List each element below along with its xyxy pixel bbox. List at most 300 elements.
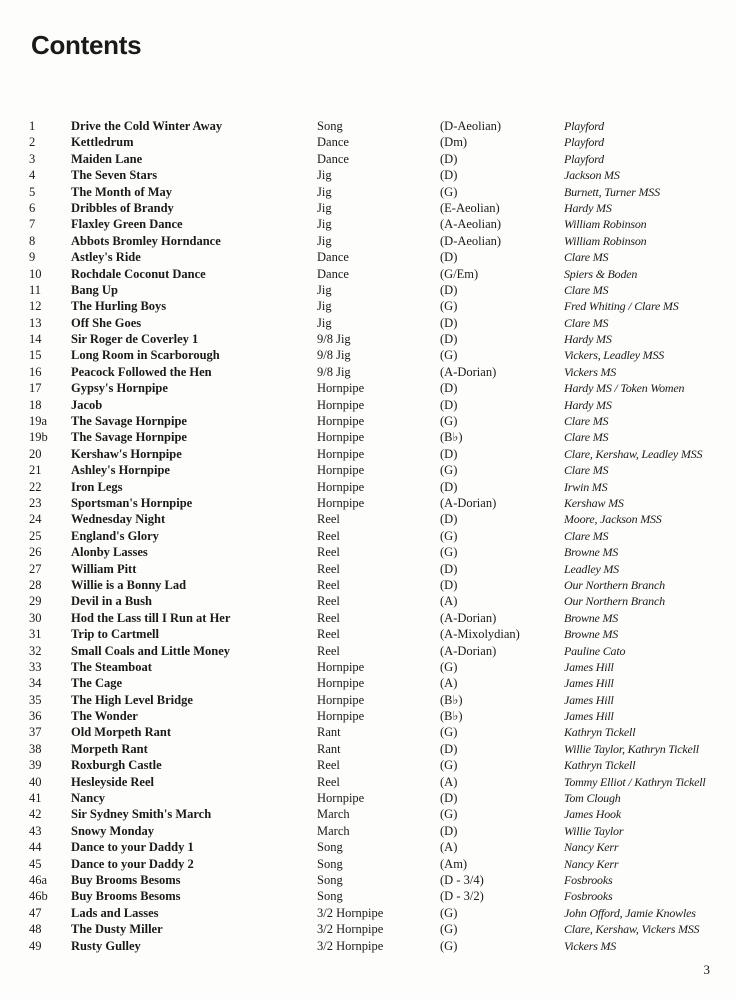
entry-number: 11 <box>29 282 42 297</box>
tune-title: Long Room in Scarborough <box>71 348 220 363</box>
tune-title: Snowy Monday <box>71 823 155 838</box>
tune-source: Hardy MS <box>564 332 612 347</box>
contents-row <box>0 364 736 380</box>
contents-row <box>0 479 736 495</box>
tune-title: The Wonder <box>71 709 138 724</box>
tune-title: Roxburgh Castle <box>71 758 162 773</box>
tune-title: Old Morpeth Rant <box>71 725 171 740</box>
entry-number: 18 <box>29 397 42 412</box>
tune-type: 3/2 Hornpipe <box>317 905 384 920</box>
contents-row <box>0 741 736 757</box>
entry-number: 46b <box>29 889 48 904</box>
tune-key: (D - 3/4) <box>440 872 484 887</box>
tune-source: Clare, Kershaw, Vickers MSS <box>564 922 700 937</box>
tune-source: Tom Clough <box>564 791 621 806</box>
tune-type: Dance <box>317 250 349 265</box>
tune-type: Reel <box>317 610 340 625</box>
tune-type: Jig <box>317 233 332 248</box>
entry-number: 6 <box>29 200 36 215</box>
tune-source: Clare MS <box>564 430 609 445</box>
entry-number: 2 <box>29 135 36 150</box>
tune-type: Rant <box>317 741 341 756</box>
contents-row <box>0 839 736 855</box>
tune-key: (D) <box>440 381 458 396</box>
contents-row <box>0 249 736 265</box>
tune-key: (A-Aeolian) <box>440 217 502 232</box>
tune-title: England's Glory <box>71 528 159 543</box>
tune-type: Song <box>317 856 343 871</box>
tune-type: Jig <box>317 200 332 215</box>
tune-key: (D) <box>440 250 458 265</box>
tune-key: (A) <box>440 774 458 789</box>
tune-key: (D) <box>440 446 458 461</box>
tune-key: (D) <box>440 512 458 527</box>
entry-number: 26 <box>29 545 42 560</box>
tune-title: Morpeth Rant <box>71 741 148 756</box>
tune-title: Rochdale Coconut Dance <box>71 266 206 281</box>
tune-source: William Robinson <box>564 217 647 232</box>
tune-key: (G) <box>440 938 458 953</box>
entry-number: 24 <box>29 512 42 527</box>
tune-type: Jig <box>317 315 332 330</box>
contents-row <box>0 675 736 691</box>
contents-row <box>0 184 736 200</box>
entry-number: 31 <box>29 627 42 642</box>
entry-number: 39 <box>29 758 42 773</box>
tune-title: Sir Sydney Smith's March <box>71 807 212 822</box>
entry-number: 45 <box>29 856 42 871</box>
contents-row <box>0 872 736 888</box>
tune-key: (G) <box>440 545 458 560</box>
tune-title: Flaxley Green Dance <box>71 217 183 232</box>
entry-number: 12 <box>29 299 42 314</box>
tune-type: Dance <box>317 266 349 281</box>
tune-key: (G) <box>440 659 458 674</box>
tune-source: Browne MS <box>564 627 619 642</box>
tune-title: Gypsy's Hornpipe <box>71 381 168 396</box>
tune-key: (A-Dorian) <box>440 610 497 625</box>
tune-title: Willie is a Bonny Lad <box>71 577 187 592</box>
tune-source: Fosbrooks <box>564 872 613 887</box>
entry-number: 40 <box>29 774 42 789</box>
contents-row <box>0 888 736 904</box>
entry-number: 5 <box>29 184 36 199</box>
tune-title: Kershaw's Hornpipe <box>71 446 182 461</box>
contents-row <box>0 200 736 216</box>
tune-key: (B♭) <box>440 709 463 724</box>
tune-type: Song <box>317 119 343 133</box>
contents-row <box>0 347 736 363</box>
tune-title: Rusty Gulley <box>71 938 141 953</box>
tune-source: Clare MS <box>564 528 609 543</box>
tune-source: Kathryn Tickell <box>564 758 636 773</box>
tune-title: Trip to Cartmell <box>71 627 159 642</box>
tune-title: The Dusty Miller <box>71 922 163 937</box>
contents-row <box>0 397 736 413</box>
tune-key: (G) <box>440 348 458 363</box>
tune-title: The Hurling Boys <box>71 299 167 314</box>
tune-source: John Offord, Jamie Knowles <box>564 905 696 920</box>
tune-type: Jig <box>317 282 332 297</box>
entry-number: 38 <box>29 741 42 756</box>
tune-type: Reel <box>317 528 340 543</box>
tune-source: Nancy Kerr <box>564 840 619 855</box>
tune-type: Dance <box>317 135 349 150</box>
tune-title: Hod the Lass till I Run at Her <box>71 610 231 625</box>
contents-row <box>0 921 736 937</box>
tune-key: (G) <box>440 299 458 314</box>
contents-row <box>0 413 736 429</box>
entry-number: 17 <box>29 381 42 396</box>
contents-row <box>0 151 736 167</box>
entry-number: 1 <box>29 119 36 133</box>
tune-type: Reel <box>317 643 340 658</box>
contents-row <box>0 266 736 282</box>
tune-type: Hornpipe <box>317 709 365 724</box>
page-number: 3 <box>703 962 710 977</box>
tune-key: (G) <box>440 922 458 937</box>
tune-source: Clare MS <box>564 463 609 478</box>
contents-row <box>0 774 736 790</box>
tune-key: (G) <box>440 807 458 822</box>
tune-title: Off She Goes <box>71 315 142 330</box>
contents-row <box>0 495 736 511</box>
tune-title: Buy Brooms Besoms <box>71 889 181 904</box>
tune-type: 3/2 Hornpipe <box>317 938 384 953</box>
tune-key: (D - 3/2) <box>440 889 484 904</box>
tune-title: Small Coals and Little Money <box>71 643 231 658</box>
contents-row <box>0 724 736 740</box>
entry-number: 46a <box>29 872 48 887</box>
tune-title: Lads and Lasses <box>71 905 159 920</box>
tune-source: James Hill <box>564 676 614 691</box>
tune-type: Rant <box>317 725 341 740</box>
entry-number: 33 <box>29 659 42 674</box>
page-title: Contents <box>31 30 142 60</box>
tune-type: Song <box>317 840 343 855</box>
tune-key: (D) <box>440 151 458 166</box>
contents-row <box>0 577 736 593</box>
tune-key: (D) <box>440 479 458 494</box>
contents-row <box>0 462 736 478</box>
contents-row <box>0 331 736 347</box>
contents-row <box>0 806 736 822</box>
entry-number: 16 <box>29 364 42 379</box>
tune-source: Kershaw MS <box>564 495 624 510</box>
tune-source: Spiers & Boden <box>564 266 638 281</box>
contents-row <box>0 429 736 445</box>
tune-key: (G) <box>440 414 458 429</box>
tune-type: Reel <box>317 627 340 642</box>
tune-key: (D) <box>440 397 458 412</box>
tune-key: (D) <box>440 315 458 330</box>
tune-source: James Hill <box>564 692 614 707</box>
tune-source: Leadley MS <box>564 561 619 576</box>
entry-number: 19b <box>29 430 48 445</box>
tune-title: Iron Legs <box>71 479 123 494</box>
tune-source: Browne MS <box>564 610 619 625</box>
contents-row <box>0 659 736 675</box>
entry-number: 10 <box>29 266 42 281</box>
contents-row <box>0 823 736 839</box>
tune-key: (Dm) <box>440 135 468 150</box>
tune-title: The High Level Bridge <box>71 692 193 707</box>
tune-key: (A) <box>440 676 458 691</box>
tune-source: Irwin MS <box>564 479 608 494</box>
tune-key: (G) <box>440 528 458 543</box>
tune-key: (D-Aeolian) <box>440 119 502 133</box>
tune-source: Pauline Cato <box>564 643 626 658</box>
entry-number: 32 <box>29 643 42 658</box>
tune-title: Jacob <box>71 397 103 412</box>
contents-row <box>0 233 736 249</box>
tune-key: (A-Dorian) <box>440 364 497 379</box>
tune-type: Hornpipe <box>317 414 365 429</box>
tune-source: Hardy MS <box>564 200 612 215</box>
tune-key: (B♭) <box>440 430 463 445</box>
tune-key: (A-Dorian) <box>440 495 497 510</box>
tune-source: William Robinson <box>564 233 647 248</box>
contents-row <box>0 757 736 773</box>
tune-source: Vickers MS <box>564 938 617 953</box>
entry-number: 19a <box>29 414 48 429</box>
contents-row <box>0 544 736 560</box>
contents-row <box>0 856 736 872</box>
tune-type: March <box>317 807 350 822</box>
tune-type: Hornpipe <box>317 676 365 691</box>
tune-key: (G/Em) <box>440 266 479 281</box>
tune-type: 9/8 Jig <box>317 364 351 379</box>
tune-title: Abbots Bromley Horndance <box>71 233 221 248</box>
tune-source: Willie Taylor <box>564 823 624 838</box>
entry-number: 49 <box>29 938 42 953</box>
tune-type: March <box>317 823 350 838</box>
tune-key: (A) <box>440 594 458 609</box>
tune-type: Hornpipe <box>317 479 365 494</box>
tune-key: (E-Aeolian) <box>440 200 500 215</box>
tune-key: (D) <box>440 791 458 806</box>
tune-source: Fosbrooks <box>564 889 613 904</box>
tune-title: Sportsman's Hornpipe <box>71 495 193 510</box>
contents-row <box>0 380 736 396</box>
tune-source: Our Northern Branch <box>564 594 665 609</box>
tune-key: (D) <box>440 168 458 183</box>
tune-source: Playford <box>564 135 604 150</box>
tune-source: Jackson MS <box>564 168 620 183</box>
contents-row <box>0 282 736 298</box>
tune-title: Astley's Ride <box>71 250 141 265</box>
tune-title: Bang Up <box>71 282 118 297</box>
tune-title: Peacock Followed the Hen <box>71 364 212 379</box>
tune-type: Hornpipe <box>317 495 365 510</box>
entry-number: 36 <box>29 709 42 724</box>
tune-key: (B♭) <box>440 692 463 707</box>
tune-key: (G) <box>440 463 458 478</box>
tune-type: Hornpipe <box>317 397 365 412</box>
tune-type: Dance <box>317 151 349 166</box>
contents-row <box>0 938 736 954</box>
tune-type: 9/8 Jig <box>317 348 351 363</box>
tune-key: (G) <box>440 758 458 773</box>
tune-type: Reel <box>317 512 340 527</box>
entry-number: 7 <box>29 217 36 232</box>
contents-row <box>0 298 736 314</box>
tune-type: 9/8 Jig <box>317 332 351 347</box>
entry-number: 13 <box>29 315 42 330</box>
tune-key: (D) <box>440 561 458 576</box>
contents-row <box>0 626 736 642</box>
tune-type: Jig <box>317 217 332 232</box>
tune-title: Dance to your Daddy 1 <box>71 840 194 855</box>
entry-number: 23 <box>29 495 42 510</box>
contents-row <box>0 315 736 331</box>
tune-source: James Hill <box>564 659 614 674</box>
entry-number: 21 <box>29 463 42 478</box>
contents-row <box>0 561 736 577</box>
contents-row <box>0 528 736 544</box>
tune-title: The Seven Stars <box>71 168 158 183</box>
entry-number: 29 <box>29 594 42 609</box>
tune-title: Ashley's Hornpipe <box>71 463 170 478</box>
tune-type: Hornpipe <box>317 381 365 396</box>
tune-key: (G) <box>440 184 458 199</box>
tune-title: Sir Roger de Coverley 1 <box>71 332 199 347</box>
tune-source: Vickers MS <box>564 364 617 379</box>
tune-source: Browne MS <box>564 545 619 560</box>
tune-type: Jig <box>317 184 332 199</box>
tune-title: The Steamboat <box>71 659 152 674</box>
entry-number: 9 <box>29 250 36 265</box>
contents-row <box>0 610 736 626</box>
tune-type: Reel <box>317 561 340 576</box>
tune-source: Nancy Kerr <box>564 856 619 871</box>
entry-number: 34 <box>29 676 42 691</box>
tune-source: Clare, Kershaw, Leadley MSS <box>564 446 703 461</box>
contents-row <box>0 216 736 232</box>
tune-title: Drive the Cold Winter Away <box>71 119 223 133</box>
tune-source: Willie Taylor, Kathryn Tickell <box>564 741 699 756</box>
tune-title: The Savage Hornpipe <box>71 414 187 429</box>
tune-type: Hornpipe <box>317 692 365 707</box>
tune-source: Playford <box>564 151 604 166</box>
entry-number: 28 <box>29 577 42 592</box>
tune-key: (D) <box>440 332 458 347</box>
contents-row <box>0 134 736 150</box>
tune-source: Burnett, Turner MSS <box>564 184 660 199</box>
tune-type: Reel <box>317 774 340 789</box>
contents-row <box>0 905 736 921</box>
tune-title: William Pitt <box>71 561 137 576</box>
tune-title: Dance to your Daddy 2 <box>71 856 194 871</box>
tune-type: Reel <box>317 758 340 773</box>
tune-source: Clare MS <box>564 282 609 297</box>
tune-key: (D-Aeolian) <box>440 233 502 248</box>
tune-title: The Month of May <box>71 184 173 199</box>
entry-number: 37 <box>29 725 42 740</box>
tune-source: Clare MS <box>564 414 609 429</box>
tune-title: Kettledrum <box>71 135 134 150</box>
tune-type: Hornpipe <box>317 659 365 674</box>
tune-key: (D) <box>440 823 458 838</box>
entry-number: 4 <box>29 168 36 183</box>
tune-source: James Hook <box>564 807 621 822</box>
contents-row <box>0 511 736 527</box>
tune-key: (D) <box>440 577 458 592</box>
entry-number: 35 <box>29 692 42 707</box>
entry-number: 8 <box>29 233 36 248</box>
entry-number: 43 <box>29 823 42 838</box>
tune-key: (G) <box>440 725 458 740</box>
tune-source: Our Northern Branch <box>564 577 665 592</box>
tune-type: Reel <box>317 577 340 592</box>
tune-source: Fred Whiting / Clare MS <box>564 299 679 314</box>
entry-number: 15 <box>29 348 42 363</box>
tune-source: Hardy MS / Token Women <box>564 381 685 396</box>
tune-key: (A-Dorian) <box>440 643 497 658</box>
tune-key: (D) <box>440 741 458 756</box>
entry-number: 14 <box>29 332 42 347</box>
tune-source: Clare MS <box>564 315 609 330</box>
entry-number: 3 <box>29 151 36 166</box>
tune-type: Hornpipe <box>317 446 365 461</box>
tune-source: Hardy MS <box>564 397 612 412</box>
entry-number: 44 <box>29 840 42 855</box>
tune-title: Maiden Lane <box>71 151 143 166</box>
contents-row <box>0 708 736 724</box>
tune-key: (D) <box>440 282 458 297</box>
tune-key: (A) <box>440 840 458 855</box>
tune-title: Dribbles of Brandy <box>71 200 174 215</box>
tune-key: (Am) <box>440 856 468 871</box>
entry-number: 47 <box>29 905 42 920</box>
tune-type: Jig <box>317 168 332 183</box>
entry-number: 27 <box>29 561 42 576</box>
tune-type: Hornpipe <box>317 791 365 806</box>
tune-key: (G) <box>440 905 458 920</box>
tune-title: The Savage Hornpipe <box>71 430 187 445</box>
tune-title: Devil in a Bush <box>71 594 152 609</box>
entry-number: 48 <box>29 922 42 937</box>
contents-row <box>0 643 736 659</box>
tune-title: Buy Brooms Besoms <box>71 872 181 887</box>
contents-row <box>0 167 736 183</box>
tune-key: (A-Mixolydian) <box>440 627 520 642</box>
tune-title: The Cage <box>71 676 123 691</box>
contents-row <box>0 692 736 708</box>
tune-type: 3/2 Hornpipe <box>317 922 384 937</box>
contents-row <box>0 118 736 134</box>
tune-type: Jig <box>317 299 332 314</box>
tune-type: Hornpipe <box>317 463 365 478</box>
tune-type: Hornpipe <box>317 430 365 445</box>
tune-source: Kathryn Tickell <box>564 725 636 740</box>
contents-row <box>0 446 736 462</box>
tune-type: Song <box>317 872 343 887</box>
entry-number: 30 <box>29 610 42 625</box>
tune-type: Reel <box>317 545 340 560</box>
entry-number: 41 <box>29 791 42 806</box>
entry-number: 20 <box>29 446 42 461</box>
tune-title: Alonby Lasses <box>71 545 148 560</box>
tune-title: Nancy <box>71 791 106 806</box>
contents-row <box>0 790 736 806</box>
entry-number: 42 <box>29 807 42 822</box>
tune-type: Song <box>317 889 343 904</box>
contents-table <box>0 118 736 954</box>
tune-source: Moore, Jackson MSS <box>564 512 662 527</box>
entry-number: 22 <box>29 479 42 494</box>
contents-row <box>0 593 736 609</box>
